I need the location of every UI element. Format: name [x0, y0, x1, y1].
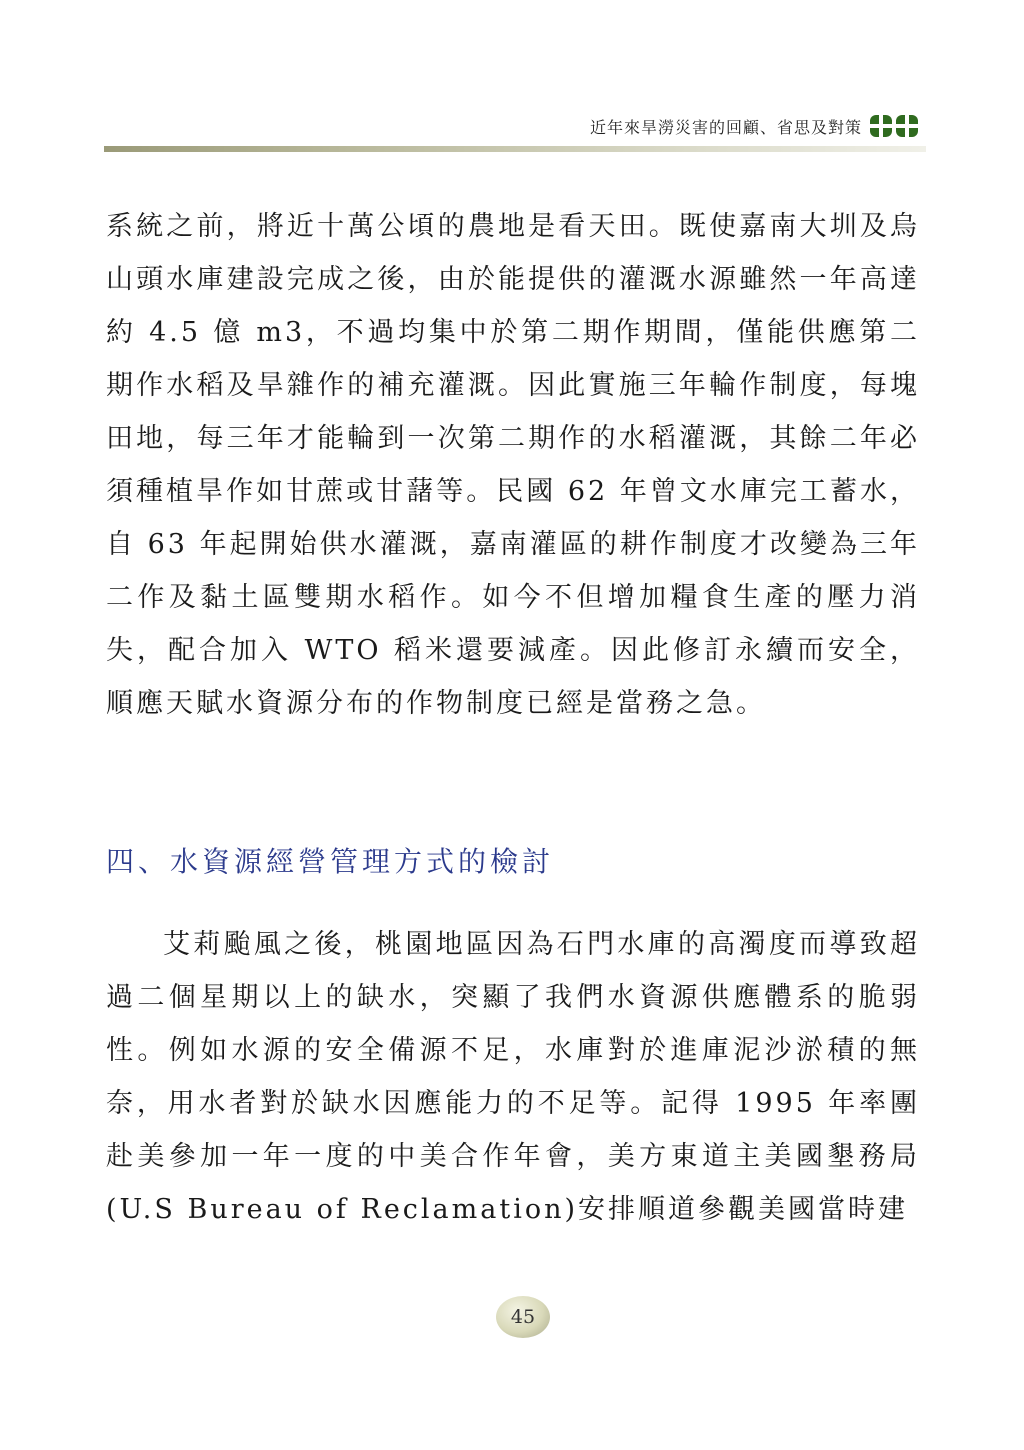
page-number-badge [496, 1296, 550, 1338]
double-cross-emblem-icon [870, 113, 920, 139]
header-divider [104, 146, 926, 152]
page-number: 45 [510, 1306, 536, 1328]
emblem-left-block [870, 115, 892, 137]
paragraph-2: 艾莉颱風之後，桃園地區因為石門水庫的高濁度而導致超過二個星期以上的缺水，突顯了我們水資源供應體系的脆弱性。例如水源的安全備源不足，水庫對於進庫泥沙淤積的無奈，用水者對於缺水因應能力的不足等。記得 1995 年率團赴美參加一年一度的中美合作年會，美方東道主美國墾務局(U.S Bureau of Reclamation)安排順道參觀美國當時建 [106, 929, 920, 1225]
section-heading: 四、水資源經營管理方式的檢討 [106, 845, 555, 878]
paragraph-1: 系統之前，將近十萬公頃的農地是看天田。既使嘉南大圳及烏山頭水庫建設完成之後，由於能提供的灌溉水源雖然一年高達約 4.5 億 m3，不過均集中於第二期作期間，僅能供應第二期作水稻及旱雜作的補充灌溉。因此實施三年輪作制度，每塊田地，每三年才能輪到一次第二期作的水稻灌溉，其餘二年必須種植旱作如甘蔗或甘藷等。民國 62 年曾文水庫完工蓄水，自 63 年起開始供水灌溉，嘉南灌區的耕作制度才改變為三年二作及黏土區雙期水稻作。如今不但增加糧食生產的壓力消失，配合加入 WTO 稻米還要減產。因此修訂永續而安全，順應天賦水資源分布的作物制度已經是當務之急。 [106, 211, 920, 719]
running-header [500, 108, 920, 144]
running-header-title: 近年來旱澇災害的回顧、省思及對策 [589, 117, 862, 137]
emblem-right-block [896, 115, 918, 137]
